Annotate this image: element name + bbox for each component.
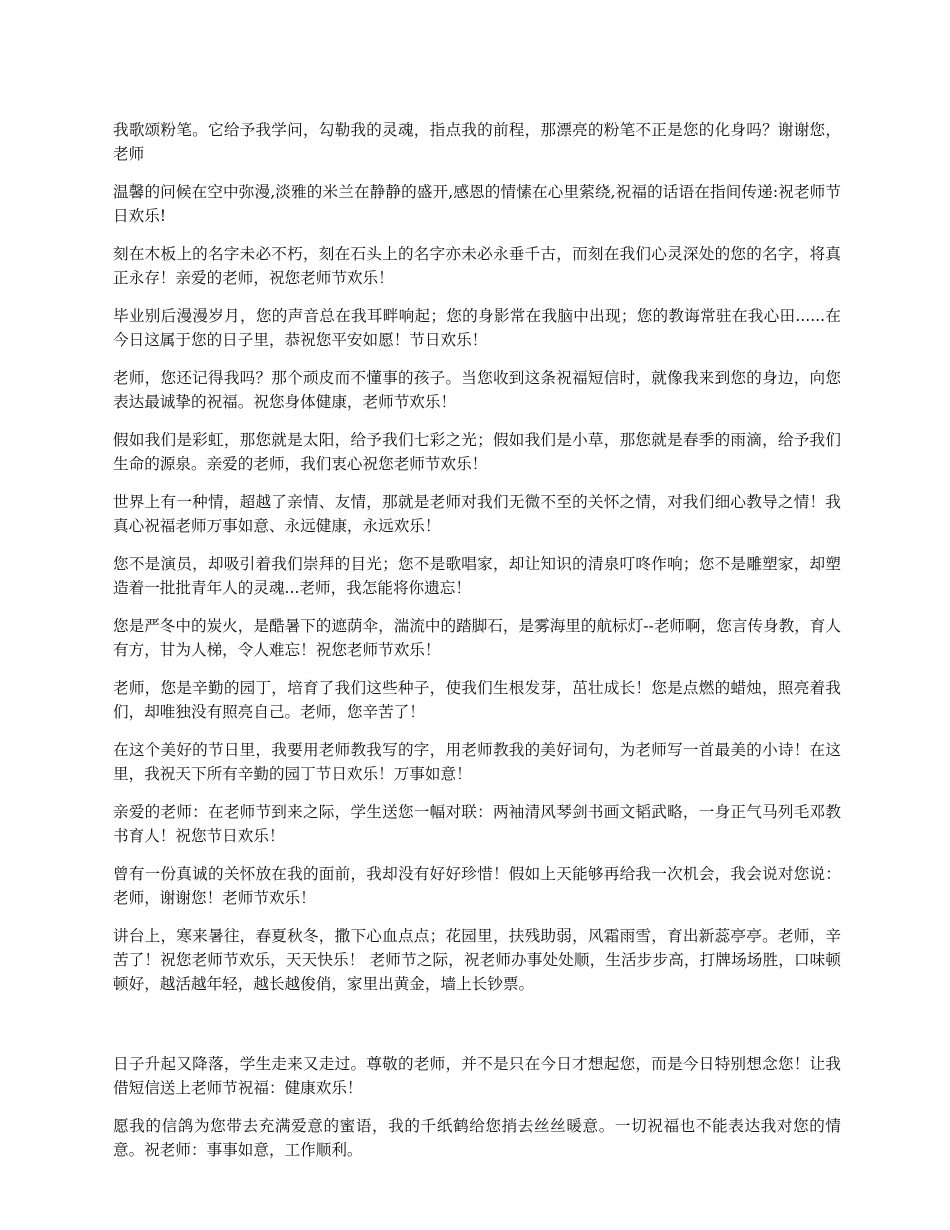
paragraph-8: 您不是演员，却吸引着我们崇拜的目光；您不是歌唱家，却让知识的清泉叮咚作响；您不是雕塑家，却塑造着一批批青年人的灵魂...老师，我怎能将你遗忘！	[113, 555, 841, 597]
paragraph-10: 老师，您是辛勤的园丁，培育了我们这些种子，使我们生根发芽，茁壮成长！您是点燃的蜡烛，照亮着我们，却唯独没有照亮自己。老师，您辛苦了！	[113, 679, 841, 721]
paragraph-7: 世界上有一种情，超越了亲情、友情，那就是老师对我们无微不至的关怀之情，对我们细心教导之情！我真心祝福老师万事如意、永远健康，永远欢乐！	[113, 493, 841, 535]
paragraph-4: 毕业别后漫漫岁月，您的声音总在我耳畔响起；您的身影常在我脑中出现；您的教诲常驻在我心田......在今日这属于您的日子里，恭祝您平安如愿！节日欢乐！	[113, 307, 841, 349]
paragraph-2: 温馨的问候在空中弥漫,淡雅的米兰在静静的盛开,感恩的情愫在心里萦绕,祝福的话语在指间传递:祝老师节日欢乐!	[113, 183, 841, 225]
paragraph-11: 在这个美好的节日里，我要用老师教我写的字，用老师教我的美好词句，为老师写一首最美的小诗！在这里，我祝天下所有辛勤的园丁节日欢乐！万事如意！	[113, 741, 841, 783]
paragraph-6: 假如我们是彩虹，那您就是太阳，给予我们七彩之光；假如我们是小草，那您就是春季的雨滴，给予我们生命的源泉。亲爱的老师，我们衷心祝您老师节欢乐！	[113, 431, 841, 473]
paragraph-13: 曾有一份真诚的关怀放在我的面前，我却没有好好珍惜！假如上天能够再给我一次机会，我会说对您说：老师，谢谢您！老师节欢乐！	[113, 865, 841, 907]
paragraph-1: 我歌颂粉笔。它给予我学问，勾勒我的灵魂，指点我的前程，那漂亮的粉笔不正是您的化身吗？谢谢您，老师	[113, 121, 841, 163]
paragraph-12: 亲爱的老师：在老师节到来之际，学生送您一幅对联：两袖清风琴剑书画文韬武略，一身正气马列毛邓教书育人！祝您节日欢乐！	[113, 803, 841, 845]
paragraph-16: 愿我的信鸽为您带去充满爱意的蜜语，我的千纸鹤给您捎去丝丝暖意。一切祝福也不能表达我对您的情意。祝老师：事事如意，工作顺利。	[113, 1117, 841, 1159]
paragraph-3: 刻在木板上的名字未必不朽，刻在石头上的名字亦未必永垂千古，而刻在我们心灵深处的您的名字，将真正永存！亲爱的老师，祝您老师节欢乐！	[113, 245, 841, 287]
paragraph-15: 日子升起又降落，学生走来又走过。尊敬的老师，并不是只在今日才想起您，而是今日特别想念您！让我借短信送上老师节祝福：健康欢乐！	[113, 1055, 841, 1097]
paragraph-14: 讲台上，寒来暑往，春夏秋冬，撒下心血点点；花园里，扶残助弱，风霜雨雪，育出新蕊亭亭。老师，辛苦了！祝您老师节欢乐，天天快乐！ 老师节之际，祝老师办事处处顺，生活步步高，打牌场场胜，口味顿顿好，越活越年轻，越长越俊俏，家里出黄金，墙上长钞票。	[113, 927, 841, 993]
paragraph-5: 老师，您还记得我吗？那个顽皮而不懂事的孩子。当您收到这条祝福短信时，就像我来到您的身边，向您表达最诚挚的祝福。祝您身体健康，老师节欢乐！	[113, 369, 841, 411]
paragraph-9: 您是严冬中的炭火，是酷暑下的遮荫伞，湍流中的踏脚石，是雾海里的航标灯--老师啊，您言传身教，育人有方，甘为人梯，令人难忘！祝您老师节欢乐！	[113, 617, 841, 659]
document-body	[113, 118, 841, 1176]
